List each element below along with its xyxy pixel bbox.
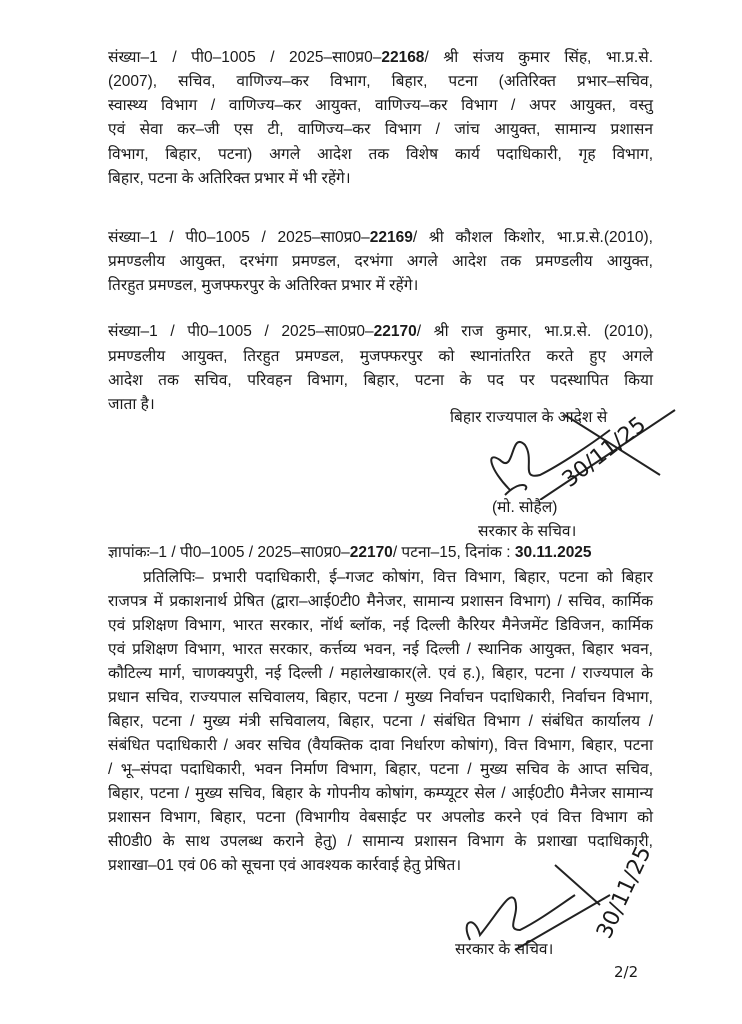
order-text: / श्री कौशल किशोर, भा.प्र.से.(2010), bbox=[412, 229, 653, 246]
memo-line-8: संबंधित पदाधिकारी / अवर सचिव (वैयक्तिक दावा निर्धारण कोषांग), वित्त विभाग, बिहार, पटना bbox=[108, 737, 653, 754]
memo-line-12: सी0डी0 के साथ उपलब्ध कराने हेतु) / सामान्य प्रशासन विभाग के प्रशाखा पदाधिकारी, bbox=[108, 833, 653, 850]
order-1-line-6: बिहार, पटना के अतिरिक्त प्रभार में भी रहेंगे। bbox=[108, 170, 351, 187]
signatory-name: (मो. सोहैल) bbox=[492, 499, 558, 516]
memo-ref-number: 22170 bbox=[349, 544, 393, 561]
order-1-line-5: विभाग, बिहार, पटना) अगले आदेश तक विशेष कार्य पदाधिकारी, गृह विभाग, bbox=[108, 146, 653, 163]
order-ref-prefix: संख्या–1 / पी0–1005 / 2025–सा0प्र0– bbox=[108, 229, 370, 246]
order-ref-prefix: संख्या–1 / पी0–1005 / 2025–सा0प्र0– bbox=[108, 323, 374, 340]
order-2-line-2: प्रमण्डलीय आयुक्त, दरभंगा प्रमण्डल, दरभंगा अगले आदेश तक प्रमण्डलीय आयुक्त, bbox=[108, 253, 653, 270]
order-2-line-1 bbox=[108, 227, 653, 249]
order-1-line-4: एवं सेवा कर–जी एस टी, वाणिज्य–कर विभाग / जांच आयुक्त, सामान्य प्रशासन bbox=[108, 121, 653, 138]
memo-ref-prefix: ज्ञापांकः–1 / पी0–1005 / 2025–सा0प्र0– bbox=[108, 544, 350, 561]
memo-line-13: प्रशाखा–01 एवं 06 को सूचना एवं आवश्यक कार्रवाई हेतु प्रेषित। bbox=[108, 857, 462, 874]
memo-ref-suffix: / पटना–15, दिनांक : bbox=[392, 544, 515, 561]
signatory-designation: सरकार के सचिव। bbox=[478, 523, 577, 540]
order-2-line-3: तिरहुत प्रमण्डल, मुजफ्फरपुर के अतिरिक्त प्रभार में रहेंगे। bbox=[108, 277, 419, 294]
order-3-line-4: जाता है। bbox=[108, 396, 155, 413]
order-3-line-3: आदेश तक सचिव, परिवहन विभाग, बिहार, पटना के पद पर पदस्थापित किया bbox=[108, 372, 653, 389]
page-number: 2/2 bbox=[614, 963, 639, 981]
order-text: / श्री संजय कुमार सिंह, भा.प्र.से. bbox=[424, 49, 654, 66]
memo-signature-date: 30/11/25 bbox=[592, 842, 657, 943]
memo-line-7: बिहार, पटना / मुख्य मंत्री सचिवालय, बिहार, पटना / संबंधित विभाग / संबंधित कार्यालय / bbox=[108, 713, 653, 730]
order-3-line-2: प्रमण्डलीय आयुक्त, तिरहुत प्रमण्डल, मुजफ्फरपुर को स्थानांतरित करते हुए अगले bbox=[108, 348, 653, 365]
memo-line-5: कौटिल्य मार्ग, चाणक्यपुरी, नई दिल्ली / महालेखाकार(ले. एवं ह.), बिहार, पटना / राज्यपाल के bbox=[108, 665, 653, 682]
memo-line-11: प्रशासन विभाग, बिहार, पटना (विभागीय वेबसाईट पर अपलोड करने एवं वित्त विभाग को bbox=[108, 809, 653, 826]
memo-signatory-designation: सरकार के सचिव। bbox=[455, 941, 554, 958]
memo-line-1: प्रतिलिपिः– प्रभारी पदाधिकारी, ई–गजट कोषांग, वित्त विभाग, बिहार, पटना को बिहार bbox=[143, 569, 653, 586]
memo-line-10: बिहार, पटना / मुख्य सचिव, बिहार के गोपनीय कोषांग, कम्प्यूटर सेल / आई0टी0 मैनेजर सामान्य bbox=[108, 785, 653, 802]
order-ref-number: 22168 bbox=[381, 49, 425, 66]
order-1-line-1 bbox=[108, 47, 653, 69]
memo-date: 30.11.2025 bbox=[514, 544, 592, 561]
order-ref-number: 22170 bbox=[373, 323, 417, 340]
memo-line-3: एवं प्रशिक्षण विभाग, भारत सरकार, नॉर्थ ब्लॉक, नई दिल्ली कैरियर मैनेजमेंट डिविजन, कार्मिक bbox=[108, 617, 653, 634]
memo-line-2: राजपत्र में प्रकाशनार्थ प्रेषित (द्वारा–आई0टी0 मैनेजर, सामान्य प्रशासन विभाग) / सचिव, कार्मिक bbox=[108, 593, 653, 610]
memo-ref-line bbox=[108, 542, 653, 564]
order-ref-prefix: संख्या–1 / पी0–1005 / 2025–सा0प्र0– bbox=[108, 49, 382, 66]
order-1-line-3: स्वास्थ्य विभाग / वाणिज्य–कर आयुक्त, वाणिज्य–कर विभाग / अपर आयुक्त, वस्तु bbox=[108, 97, 653, 114]
order-text: / श्री राज कुमार, भा.प्र.से. (2010), bbox=[416, 323, 653, 340]
by-order-text: बिहार राज्यपाल के आदेश से bbox=[450, 409, 608, 426]
memo-line-4: एवं प्रशिक्षण विभाग, भारत सरकार, कर्त्तव्य भवन, नई दिल्ली / स्थानिक आयुक्त, बिहार भवन, bbox=[108, 641, 653, 658]
order-ref-number: 22169 bbox=[369, 229, 413, 246]
signature-date: 30/11/25 bbox=[557, 412, 652, 493]
memo-line-9: / भू–संपदा पदाधिकारी, भवन निर्माण विभाग, बिहार, पटना / मुख्य सचिव के आप्त सचिव, bbox=[108, 761, 653, 778]
order-3-line-1 bbox=[108, 321, 653, 343]
order-1-line-2: (2007), सचिव, वाणिज्य–कर विभाग, बिहार, पटना (अतिरिक्त प्रभार–सचिव, bbox=[108, 73, 653, 90]
memo-line-6: प्रधान सचिव, राज्यपाल सचिवालय, बिहार, पटना / मुख्य निर्वाचन पदाधिकारी, निर्वाचन विभाग, bbox=[108, 689, 653, 706]
